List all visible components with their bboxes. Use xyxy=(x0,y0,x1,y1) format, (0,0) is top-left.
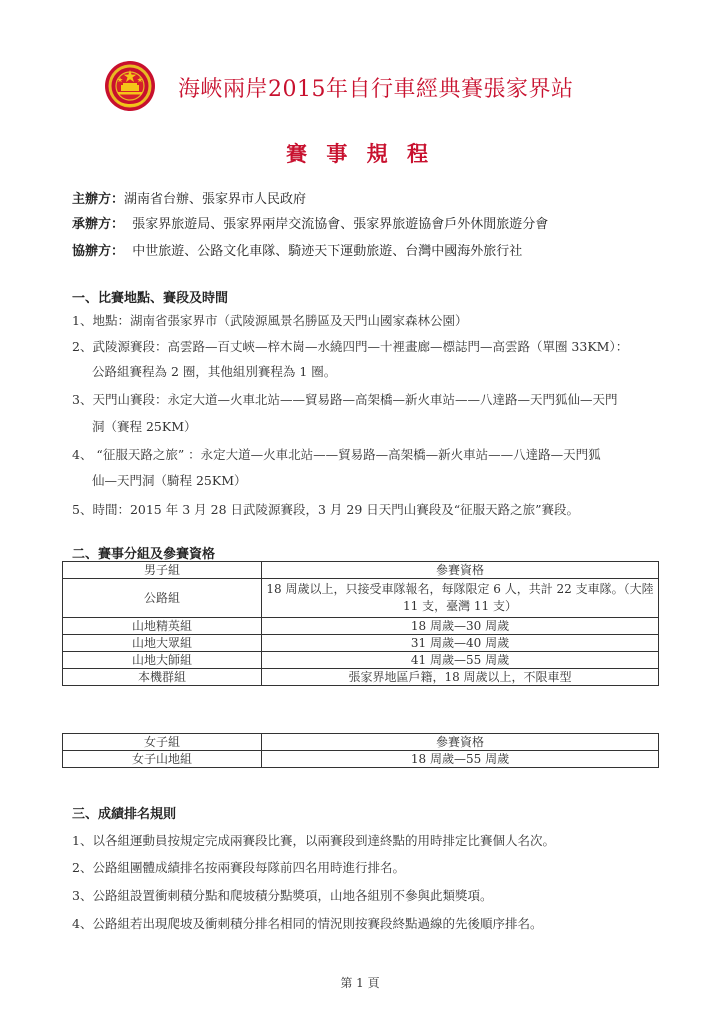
section-1-line: 5、時間：2015 年 3 月 28 日武陵源賽段，3 月 29 日天門山賽段及“征服天路之旅”賽段。 xyxy=(72,502,580,517)
section-1-line: 仙—天門洞（騎程 25KM） xyxy=(92,473,247,488)
organizer-cohost-value: 中世旅遊、公路文化車隊、騎迹天下運動旅遊、台灣中國海外旅行社 xyxy=(132,244,523,259)
eligibility-cell: 31 周歲—40 周歲 xyxy=(262,635,659,652)
section-3-line: 3、公路組設置衝刺積分點和爬坡積分點獎項，山地各組別不參與此類獎項。 xyxy=(72,888,493,903)
eligibility-cell: 18 周歲以上，只接受車隊報名，每隊限定 6 人，共計 22 支車隊。（大陸 11 支，臺灣 11 支） xyxy=(262,579,659,618)
section-1-line: 3、天門山賽段：永定大道—火車北站——貿易路—高架橋—新火車站——八達路—天門狐仙—天門 xyxy=(72,392,618,407)
organizer-host-value: 湖南省台辦、張家界市人民政府 xyxy=(124,192,307,207)
section-3-line: 2、公路組團體成績排名按兩賽段每隊前四名用時進行排名。 xyxy=(72,860,405,875)
group-name-cell: 本機群組 xyxy=(63,669,262,686)
section-1-line: 4、 “征服天路之旅” ：永定大道—火車北站——貿易路—高架橋—新火車站——八達路—天門狐 xyxy=(72,447,601,462)
national-emblem-icon xyxy=(104,60,156,112)
section-2-heading: 二、賽事分組及參賽資格 xyxy=(72,547,216,562)
section-3-heading: 三、成績排名規則 xyxy=(72,807,177,822)
table-header-cell: 參賽資格 xyxy=(262,734,659,751)
women-groups-table xyxy=(62,733,659,768)
eligibility-cell: 張家界地區戶籍，18 周歲以上，不限車型 xyxy=(262,669,659,686)
table-header-row xyxy=(63,734,659,751)
section-1-heading: 一、比賽地點、賽段及時間 xyxy=(72,291,229,306)
eligibility-cell: 18 周歲—55 周歲 xyxy=(262,751,659,768)
organizer-undertaker-value: 張家界旅遊局、張家界兩岸交流協會、張家界旅遊協會戶外休閒旅遊分會 xyxy=(132,217,549,232)
page-number: 第 1 頁 xyxy=(340,976,380,990)
organizer-cohost xyxy=(72,240,522,259)
group-name-cell: 公路組 xyxy=(63,579,262,618)
section-1-line: 公路組賽程為 2 圈，其他組別賽程為 1 圈。 xyxy=(92,364,337,379)
document-title: 海峽兩岸2015年自行車經典賽張家界站 xyxy=(178,77,574,102)
group-name-cell: 山地大師組 xyxy=(63,652,262,669)
section-1-line: 1、地點：湖南省張家界市（武陵源風景名勝區及天門山國家森林公園） xyxy=(72,313,468,328)
organizer-undertaker-label: 承辦方： xyxy=(72,217,125,232)
section-1-line: 2、武陵源賽段：高雲路—百丈峽—梓木崗—水繞四門—十裡畫廊—標誌門—高雲路（單圈 33KM）： xyxy=(72,339,629,354)
section-3-line: 1、以各組運動員按規定完成兩賽段比賽，以兩賽段到達終點的用時排定比賽個人名次。 xyxy=(72,833,555,848)
table-row xyxy=(63,669,659,686)
group-name-cell: 女子山地組 xyxy=(63,751,262,768)
table-row xyxy=(63,579,659,618)
table-row xyxy=(63,618,659,635)
table-row xyxy=(63,751,659,768)
table-header-cell: 參賽資格 xyxy=(262,562,659,579)
table-row xyxy=(63,635,659,652)
table-header-cell: 男子組 xyxy=(63,562,262,579)
table-row xyxy=(63,652,659,669)
organizer-host-label: 主辦方： xyxy=(72,192,125,207)
organizer-cohost-label: 協辦方： xyxy=(72,244,125,259)
document-subtitle: 賽 事 規 程 xyxy=(286,141,434,166)
eligibility-cell: 41 周歲—55 周歲 xyxy=(262,652,659,669)
section-1-line: 洞（賽程 25KM） xyxy=(92,419,197,434)
eligibility-cell: 18 周歲—30 周歲 xyxy=(262,618,659,635)
organizer-undertaker xyxy=(72,213,548,232)
group-name-cell: 山地大眾組 xyxy=(63,635,262,652)
group-name-cell: 山地精英組 xyxy=(63,618,262,635)
section-3-line: 4、公路組若出現爬坡及衝刺積分排名相同的情況則按賽段終點過線的先後順序排名。 xyxy=(72,916,543,931)
organizer-host xyxy=(72,188,306,207)
table-header-row xyxy=(63,562,659,579)
men-groups-table xyxy=(62,561,659,686)
table-header-cell: 女子組 xyxy=(63,734,262,751)
